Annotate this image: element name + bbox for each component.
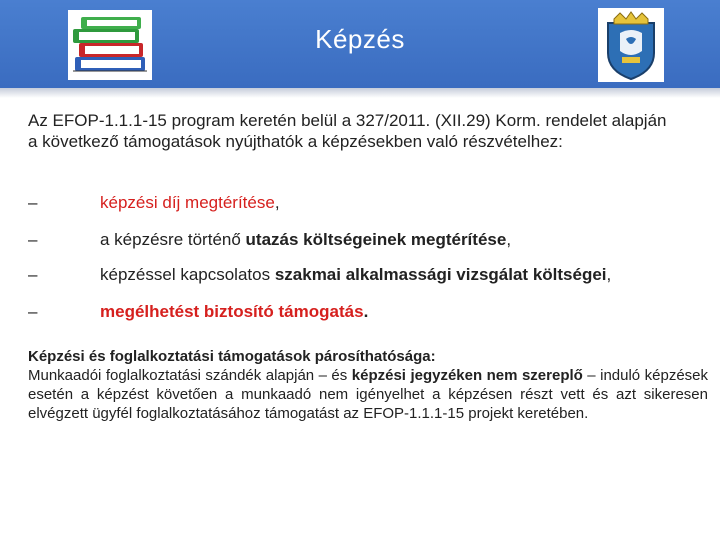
bullet-bold: utazás költségeinek megtérítése xyxy=(245,230,507,249)
bullet-tail: , xyxy=(274,193,280,212)
combination-section xyxy=(28,347,708,423)
bullet-dash: – xyxy=(28,230,38,249)
section-text: – induló képzések esetén a képzést követően a munkaadó nem igényelhet a képzésen részt vett és azt sikeresen elvégzett ügyfél foglalkoztatásához támogatást az EFOP-1.1.1-15 projekt keretében. xyxy=(28,367,709,422)
section-bold: képzési jegyzéken nem szereplő xyxy=(351,367,583,384)
section-text: Munkaadói foglalkoztatási szándék alapján – és xyxy=(28,367,352,384)
bullet-highlight: képzési díj megtérítése xyxy=(100,193,275,212)
header-shadow xyxy=(0,88,720,98)
bullet-text: képzéssel kapcsolatos xyxy=(100,265,275,284)
bullet-tail: , xyxy=(606,265,612,284)
bullet-dash: – xyxy=(28,193,38,212)
section-body xyxy=(28,366,708,423)
bullet-tail: . xyxy=(363,302,369,321)
bullet-dash: – xyxy=(28,265,38,284)
bullet-bold: szakmai alkalmassági vizsgálat költségei xyxy=(274,265,607,284)
section-heading: Képzési és foglalkoztatási támogatások párosíthatósága: xyxy=(28,348,436,365)
page-title: Képzés xyxy=(315,24,405,54)
intro-paragraph: Az EFOP-1.1.1-15 program keretén belül a 327/2011. (XII.29) Korm. rendelet alapján a következő támogatások nyújthatók a képzésekben való részvételhez: xyxy=(28,111,667,151)
crest-logo xyxy=(598,8,664,82)
bullet-tail: , xyxy=(506,230,512,249)
coat-of-arms-icon xyxy=(600,9,662,81)
bullet-highlight: megélhetést biztosító támogatás xyxy=(100,302,364,321)
bullet-dash: – xyxy=(28,302,38,321)
bullet-text: a képzésre történő xyxy=(100,230,246,249)
